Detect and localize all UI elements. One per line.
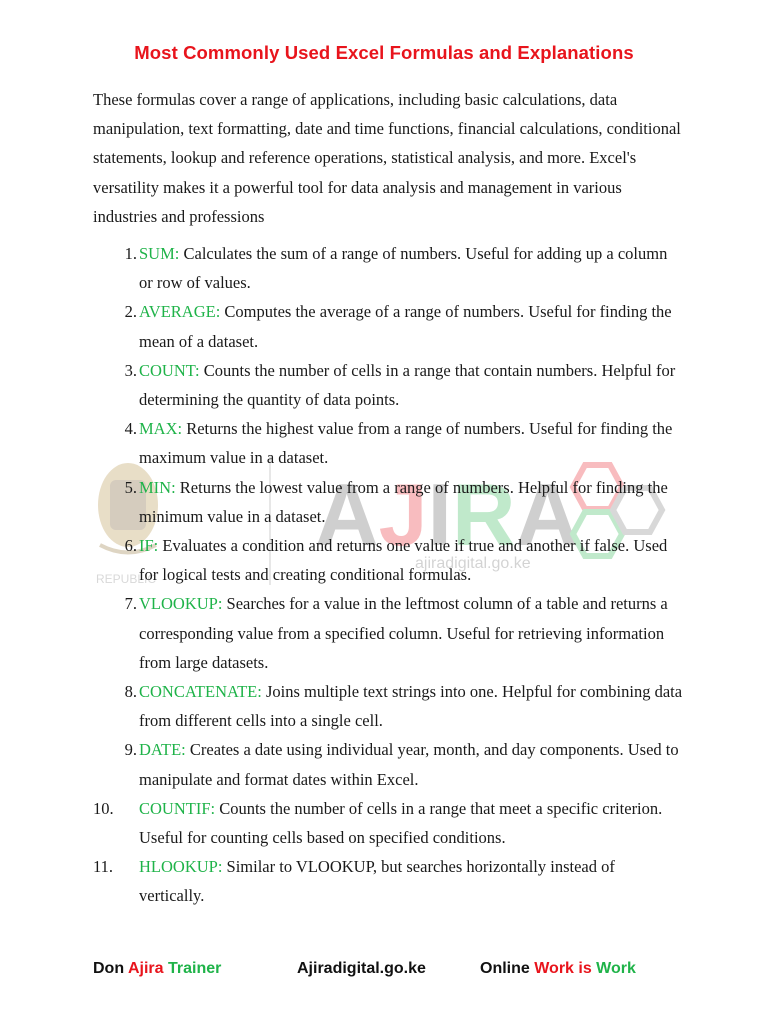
list-item-number: 7.: [124, 594, 137, 614]
formula-description: Searches for a value in the leftmost column of a table and returns a corresponding value from a specified column. Useful for retrieving information from large datasets.: [139, 594, 668, 672]
list-item-number: 4.: [124, 419, 137, 439]
formula-name: MIN:: [139, 477, 176, 497]
list-item-number: 5.: [124, 477, 137, 497]
formula-description: Evaluates a condition and returns one value if true and another if false. Used for logical tests and creating conditional formulas.: [139, 536, 668, 585]
list-item-number: 3.: [124, 360, 137, 380]
formula-description: Similar to VLOOKUP, but searches horizontally instead of vertically.: [139, 857, 615, 906]
list-item: [93, 356, 683, 414]
footer: [0, 960, 768, 984]
formula-name: AVERAGE:: [139, 302, 221, 322]
list-item: [93, 414, 683, 472]
footer-trainer: Don Ajira Trainer: [93, 960, 222, 977]
footer-website: Ajiradigital.go.ke: [297, 960, 426, 977]
watermark-brand-a: A: [315, 465, 379, 564]
formula-description: Counts the number of cells in a range that meet a specific criterion. Useful for counting cells based on specified conditions.: [139, 798, 663, 848]
list-item-number: 8.: [124, 682, 137, 702]
seal-text: REPUBLIC: [96, 572, 157, 586]
list-item-number: 2.: [124, 302, 137, 322]
list-item: [93, 297, 683, 355]
formula-name: SUM:: [139, 244, 180, 263]
list-item: [93, 589, 683, 677]
watermark-url: ajiradigital.go.ke: [415, 555, 531, 572]
list-item-number: 10.: [93, 798, 114, 818]
formula-description: Returns the highest value from a range of numbers. Useful for finding the maximum value in a dataset.: [139, 419, 673, 468]
formula-list: [93, 239, 683, 911]
svg-text:AJIRA: AJIRA: [315, 465, 580, 564]
list-item: [93, 239, 683, 297]
list-item: [93, 531, 683, 589]
formula-name: MAX:: [139, 419, 183, 439]
formula-description: Calculates the sum of a range of numbers. Useful for adding up a column or row of values.: [139, 244, 668, 293]
formula-name: COUNT:: [139, 360, 200, 380]
footer-slogan: Online Work is Work: [480, 960, 636, 977]
list-item: [93, 852, 683, 910]
formula-name: COUNTIF:: [139, 798, 216, 818]
formula-name: VLOOKUP:: [139, 594, 223, 614]
list-item-number: 6.: [124, 536, 137, 556]
formula-description: Joins multiple text strings into one. Helpful for combining data from different cells into a single cell.: [139, 682, 683, 731]
formula-description: Creates a date using individual year, month, and day components. Used to manipulate and format dates within Excel.: [139, 740, 679, 789]
list-item-number: 1.: [124, 244, 137, 263]
formula-name: DATE:: [139, 740, 186, 760]
list-item: [93, 794, 683, 852]
formula-description: Returns the lowest value from a range of numbers. Helpful for finding the minimum value in a dataset.: [139, 477, 668, 526]
list-item: [93, 473, 683, 531]
formula-description: Computes the average of a range of numbers. Useful for finding the mean of a dataset.: [139, 302, 672, 351]
list-item: [93, 735, 683, 793]
page-title: Most Commonly Used Excel Formulas and Explanations: [134, 42, 634, 63]
list-item: [93, 677, 683, 735]
formula-name: CONCATENATE:: [139, 682, 262, 702]
formula-name: HLOOKUP:: [139, 857, 223, 877]
list-item-number: 9.: [124, 740, 137, 760]
formula-name: IF:: [139, 536, 159, 556]
formula-description: Counts the number of cells in a range that contain numbers. Helpful for determining the quantity of data points.: [139, 360, 676, 410]
list-item-number: 11.: [93, 857, 114, 877]
intro-paragraph: These formulas cover a range of applications, including basic calculations, data manipulation, text formatting, date and time functions, financial calculations, conditional statements, lookup and reference operations, statistical analysis, and more. Excel's versatility makes it a powerful tool for data analysis and management in various industries and professions: [93, 90, 681, 226]
